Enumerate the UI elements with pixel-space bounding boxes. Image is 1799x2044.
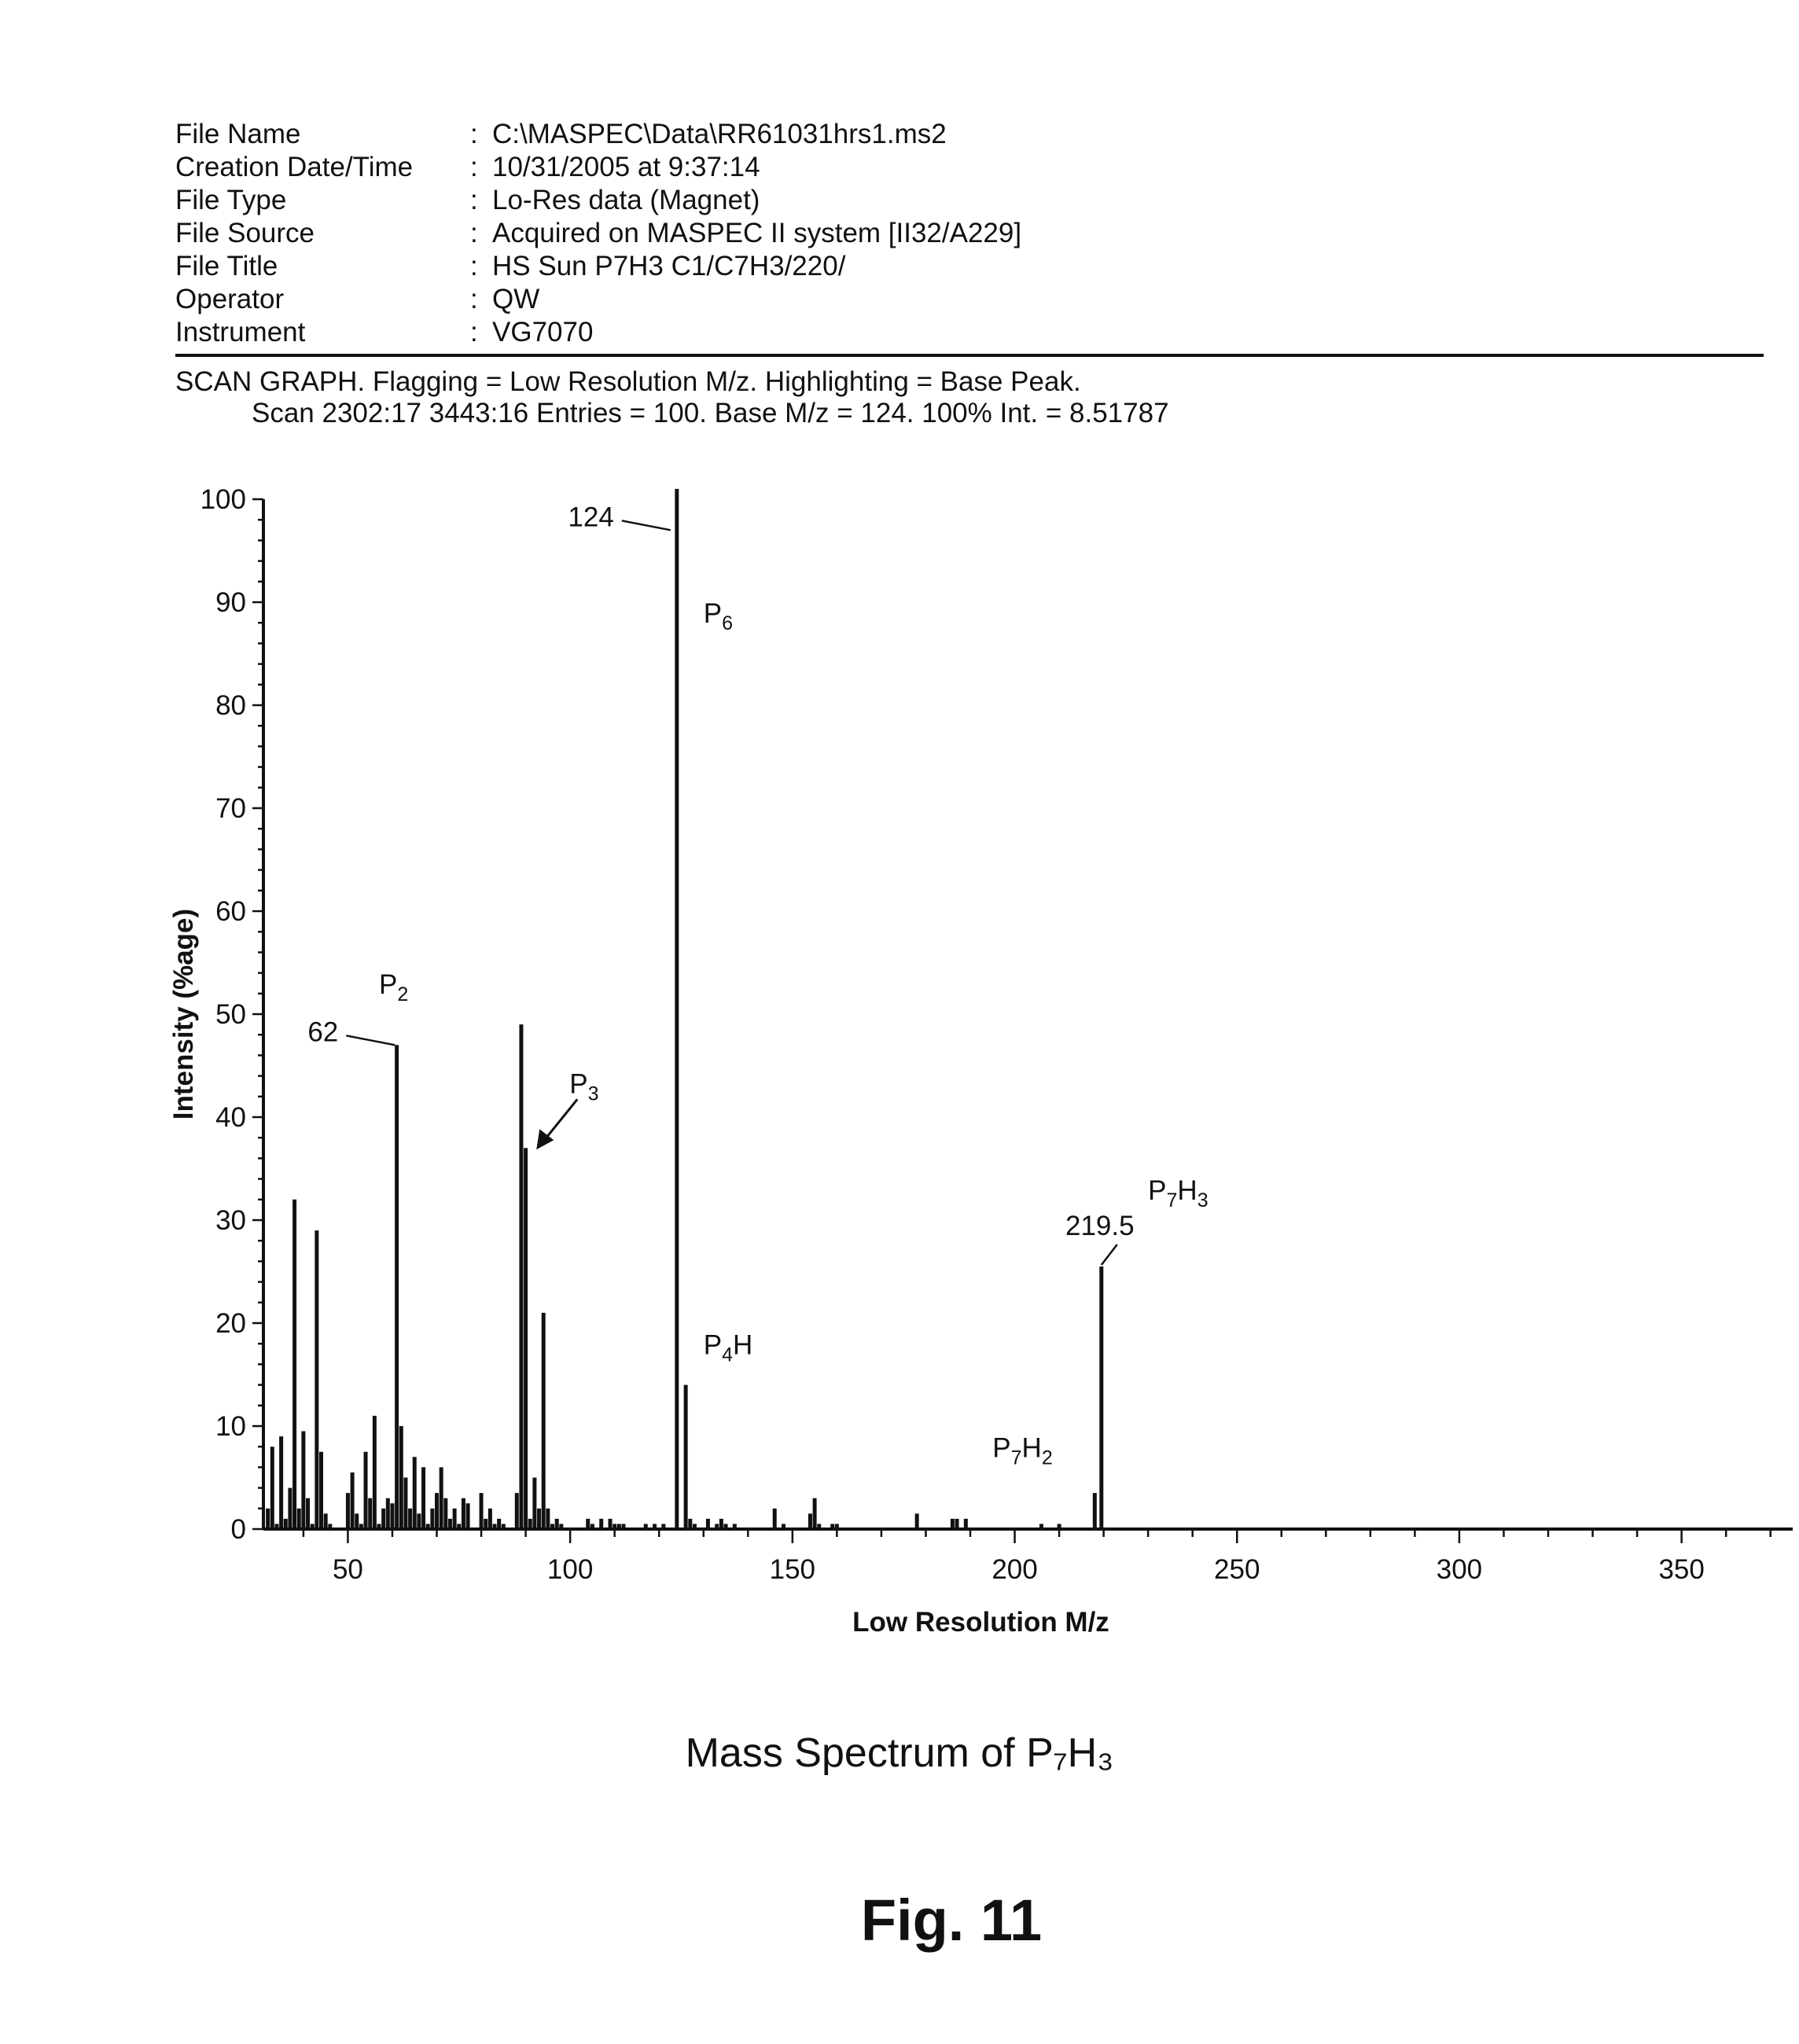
chart-title: Mass Spectrum of P₇H₃ <box>685 1730 1114 1776</box>
y-tick-label: 70 <box>215 793 246 824</box>
y-tick-label: 60 <box>215 896 246 927</box>
peak-arrow-line <box>544 1099 577 1140</box>
species-label: $P_7H_2$ <box>992 1432 1053 1469</box>
header-separator: : <box>470 152 478 182</box>
species-label: $P_2$ <box>379 969 409 1005</box>
header-label: Creation Date/Time <box>175 152 414 182</box>
figure-label: Fig. 11 <box>860 1888 1043 1953</box>
species-label: $P_7H_3$ <box>1148 1175 1209 1211</box>
x-tick-label: 250 <box>1214 1554 1260 1585</box>
x-tick-label: 100 <box>546 1554 594 1585</box>
y-tick-label: 100 <box>200 484 246 515</box>
x-tick-label: 300 <box>1436 1554 1483 1585</box>
peak-leader-line <box>1102 1244 1117 1265</box>
y-tick-label: 10 <box>215 1411 246 1442</box>
x-axis-label: Low Resolution M/z <box>852 1607 1109 1638</box>
header-label: Operator <box>175 284 285 314</box>
y-tick-label: 40 <box>215 1102 246 1133</box>
species-label: $P_6$ <box>703 598 734 635</box>
header-value: Acquired on MASPEC II system [II32/A229] <box>492 218 1022 248</box>
header-label: Instrument <box>175 317 306 347</box>
y-tick-label: 90 <box>215 587 246 618</box>
y-tick-label: 80 <box>215 690 246 721</box>
y-tick-label: 30 <box>215 1205 246 1236</box>
header-label: File Source <box>175 218 315 248</box>
peak-label: 124 <box>568 502 614 533</box>
header-value: VG7070 <box>492 317 594 347</box>
header-value: HS Sun P7H3 C1/C7H3/220/ <box>492 251 846 281</box>
header-value: Lo-Res data (Magnet) <box>492 185 760 215</box>
header-label: File Title <box>175 251 278 281</box>
header-value: C:\MASPEC\Data\RR61031hrs1.ms2 <box>492 119 947 149</box>
y-axis-label: Intensity (%age) <box>168 908 199 1120</box>
header-separator: : <box>470 218 478 248</box>
header-value: 10/31/2005 at 9:37:14 <box>492 152 760 182</box>
peak-leader-line <box>622 520 671 530</box>
header-label: File Name <box>175 119 301 149</box>
peak-label: 62 <box>307 1016 339 1048</box>
x-tick-label: 150 <box>769 1554 816 1585</box>
scan-graph-info: SCAN GRAPH. Flagging = Low Resolution M/z. Highlighting = Base Peak. <box>175 366 1081 397</box>
species-label: $P_3$ <box>569 1068 599 1105</box>
header-separator: : <box>470 119 478 149</box>
peak-label: 219.5 <box>1065 1210 1135 1241</box>
header-value: QW <box>492 284 540 314</box>
header-separator: : <box>470 185 478 215</box>
header-separator: : <box>470 284 478 314</box>
header-separator: : <box>470 251 478 281</box>
y-tick-label: 20 <box>215 1308 246 1339</box>
x-tick-label: 200 <box>991 1554 1038 1585</box>
x-tick-label: 350 <box>1658 1554 1705 1585</box>
header-label: File Type <box>175 185 287 215</box>
y-tick-label: 50 <box>215 999 246 1030</box>
scan-details: Scan 2302:17 3443:16 Entries = 100. Base M/z = 124. 100% Int. = 8.51787 <box>252 398 1169 428</box>
y-tick-label: 0 <box>230 1514 246 1545</box>
peak-leader-line <box>346 1035 395 1045</box>
header-separator: : <box>470 317 478 347</box>
x-tick-label: 50 <box>332 1554 363 1585</box>
species-label: $P_4H$ <box>703 1329 753 1366</box>
